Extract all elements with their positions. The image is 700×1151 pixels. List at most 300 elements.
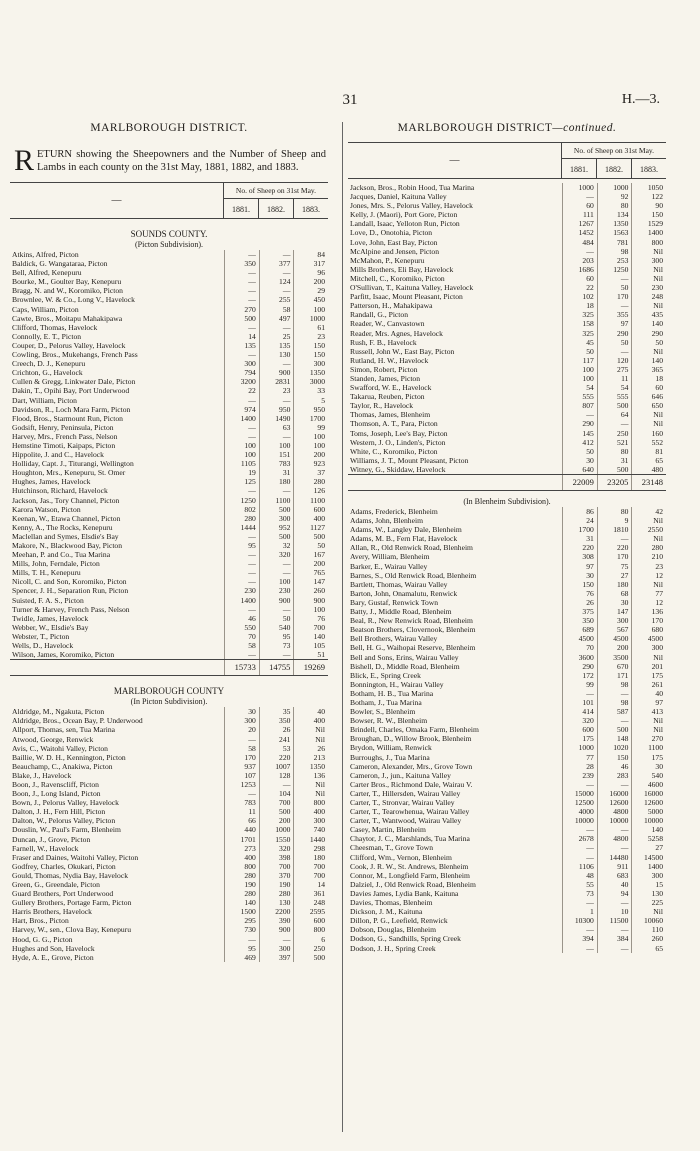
owner-name: Dickson, J. M., Kaituna — [350, 907, 423, 917]
table-row — [348, 916, 666, 925]
table-row — [348, 274, 666, 283]
table-row — [348, 562, 666, 571]
sheep-count-1883: 23 — [631, 562, 666, 571]
owner-name: Bragg, N. and W., Koromiko, Picton — [12, 286, 123, 296]
owner-name: Swafford, W. E., Havelock — [350, 383, 432, 393]
table-row — [348, 734, 666, 743]
table-row — [348, 707, 666, 716]
sheep-count-1882: 250 — [597, 429, 632, 438]
table-row — [10, 414, 328, 423]
sheep-count-1882: 12600 — [597, 798, 632, 807]
sheep-count-1883: 27 — [631, 843, 666, 852]
owner-name: Godfrey, Charles, Okukari, Picton — [12, 861, 116, 871]
sheep-count-1882: 14480 — [597, 853, 632, 862]
sheep-count-1883: 50 — [631, 338, 666, 347]
owner-name: Mitchell, C., Koromiko, Picton — [350, 273, 445, 283]
sheep-count-1882: 147 — [597, 607, 632, 616]
sheep-count-1883: 100 — [293, 432, 328, 441]
sheep-count-1882: 80 — [597, 507, 632, 516]
table-row — [10, 871, 328, 880]
sheep-count-1882: 220 — [597, 543, 632, 552]
owner-name: Love, D., Onotohia, Picton — [350, 228, 433, 238]
owner-name: McMahon, P., Kenepuru — [350, 255, 425, 265]
owner-name: Dobson, Douglas, Blenheim — [350, 925, 437, 935]
sheep-count-1883: 42 — [631, 507, 666, 516]
sheep-count-1883: 105 — [293, 641, 328, 650]
sheep-count-1881: 273 — [224, 844, 259, 853]
sheep-count-1881: — — [224, 559, 259, 568]
owner-name: Creech, D. J., Kenepuru — [12, 359, 86, 369]
owner-name: Dodson, J. H., Spring Creek — [350, 943, 436, 953]
table-row — [10, 835, 328, 844]
sheep-count-1881: 4500 — [562, 634, 597, 643]
sheep-count-1883: 100 — [293, 605, 328, 614]
owner-name: Wilson, James, Koromiko, Picton — [12, 650, 115, 660]
table-row — [348, 419, 666, 428]
table-row — [348, 671, 666, 680]
sheep-count-1883: 700 — [293, 871, 328, 880]
sheep-count-1883: Nil — [631, 534, 666, 543]
sheep-count-1882: — — [259, 432, 294, 441]
sheep-count-1881: 270 — [224, 305, 259, 314]
sheep-count-1881: 730 — [224, 925, 259, 934]
table-row — [10, 332, 328, 341]
table-row — [348, 310, 666, 319]
sheep-count-1882: 300 — [259, 514, 294, 523]
sheep-count-1882: 151 — [259, 450, 294, 459]
owner-name: Adams, W., Langley Dale, Blenheim — [350, 525, 462, 535]
page-number: 31 — [342, 92, 358, 108]
sheep-count-1881: 30 — [562, 571, 597, 580]
table-row — [10, 780, 328, 789]
sheep-count-1881: 394 — [562, 934, 597, 943]
table-row — [10, 862, 328, 871]
sounds-county-subdivision: (Picton Subdivision). — [134, 240, 203, 249]
sheep-count-1883: 1440 — [293, 835, 328, 844]
table-row — [10, 632, 328, 641]
sheep-count-1882: — — [597, 825, 632, 834]
sheep-count-1881: 10300 — [562, 916, 597, 925]
owner-name: Bell Brothers, Wairau Valley — [350, 634, 438, 644]
sheep-count-1883: 1529 — [631, 219, 666, 228]
sheep-count-1883: Nil — [631, 347, 666, 356]
sheep-count-1883: Nil — [631, 725, 666, 734]
owner-name: Farnell, W., Havelock — [12, 843, 79, 853]
owner-name: Allport, Thomas, sen, Tua Marina — [12, 725, 116, 735]
sheep-count-1883: 126 — [293, 486, 328, 495]
sheep-count-1881: — — [224, 286, 259, 295]
sheep-count-1881: 100 — [562, 365, 597, 374]
sheep-count-1882: 104 — [259, 789, 294, 798]
table-row — [10, 386, 328, 395]
blenheim-subdivision-heading: (In Blenheim Subdivision). — [463, 497, 551, 506]
table-row — [10, 762, 328, 771]
sheep-count-1882: 555 — [597, 392, 632, 401]
sheep-count-1882: 100 — [259, 577, 294, 586]
owner-name: Blick, E., Spring Creek — [350, 670, 421, 680]
sheep-count-1882: 94 — [597, 889, 632, 898]
sheep-count-1882: — — [597, 925, 632, 934]
owner-name: Green, G., Greendale, Picton — [12, 880, 100, 889]
sheep-count-1883: Nil — [293, 735, 328, 744]
owner-name: Crichton, G., Havelock — [12, 368, 83, 378]
table-row — [348, 552, 666, 561]
sheep-count-1881: 484 — [562, 238, 597, 247]
sheep-count-1883: 280 — [631, 543, 666, 552]
sheep-count-1882: 180 — [259, 477, 294, 486]
owner-name: Connor, M., Longfield Farm, Blenheim — [350, 870, 470, 880]
sheep-count-1883: 14 — [293, 880, 328, 889]
sheep-count-1883: 2550 — [631, 525, 666, 534]
sheep-count-1881: 135 — [224, 341, 259, 350]
sheep-count-1882: 4800 — [597, 834, 632, 843]
sheep-count-1881: 937 — [224, 762, 259, 771]
owner-name: Brindell, Charles, Omaka Farm, Blenheim — [350, 725, 479, 735]
sheep-count-1882: — — [259, 286, 294, 295]
sheep-count-1882: 397 — [259, 953, 294, 962]
table-row — [10, 807, 328, 816]
sheep-count-1883: 6 — [293, 935, 328, 944]
owner-name: Botham, H. B., Tua Marina — [350, 688, 434, 698]
sheep-count-1883: 23 — [293, 332, 328, 341]
owner-name: Bartlett, Thomas, Wairau Valley — [350, 579, 448, 589]
sheep-count-1883: 298 — [293, 844, 328, 853]
sheep-count-1881: 802 — [224, 505, 259, 514]
sheep-count-1883: 84 — [293, 250, 328, 259]
owner-name: Davidson, R., Loch Mara Farm, Picton — [12, 404, 131, 414]
sheep-count-1882: 2831 — [259, 377, 294, 386]
sheep-count-1882: 1563 — [597, 228, 632, 237]
sheep-count-1883: 77 — [631, 589, 666, 598]
owner-name: Thomson, A. T., Para, Picton — [350, 419, 438, 429]
sheep-count-1883: 40 — [631, 689, 666, 698]
sheep-count-1881: 1000 — [562, 743, 597, 752]
table-row — [10, 341, 328, 350]
table-row — [348, 825, 666, 834]
sheep-count-1881: 111 — [562, 210, 597, 219]
sheep-count-1882: 280 — [259, 889, 294, 898]
sheep-count-1881: 170 — [224, 753, 259, 762]
sheep-count-1883: 12600 — [631, 798, 666, 807]
table-row — [10, 889, 328, 898]
header-caption: No. of Sheep on 31st May. — [562, 143, 666, 159]
sheep-count-1882: — — [597, 780, 632, 789]
sheep-count-1883: Nil — [631, 265, 666, 274]
sheep-count-1881: 95 — [224, 944, 259, 953]
sheep-count-1881: 10000 — [562, 816, 597, 825]
sheep-count-1883: 260 — [293, 586, 328, 595]
sheep-count-1881: 640 — [562, 465, 597, 474]
owner-name: Keenan, W., Etawa Channel, Picton — [12, 513, 121, 523]
sheep-count-1881: 117 — [562, 356, 597, 365]
sheep-count-1882: 300 — [597, 616, 632, 625]
sheep-count-1883: 400 — [293, 514, 328, 523]
table-row — [348, 880, 666, 889]
owner-name: Twidle, James, Havelock — [12, 613, 89, 623]
sheep-count-1882: 124 — [259, 277, 294, 286]
sheep-count-1881: 4000 — [562, 807, 597, 816]
owner-name: Baillie, W. D. H., Kennington, Picton — [12, 752, 126, 762]
sheep-count-1882: 900 — [259, 368, 294, 377]
sheep-count-1882: 10000 — [597, 816, 632, 825]
sheep-count-1882: 25 — [259, 332, 294, 341]
table-row — [348, 283, 666, 292]
table-row — [10, 268, 328, 277]
owner-name: Aldridge, M., Ngakuta, Picton — [12, 707, 105, 717]
sheep-count-1882: 30 — [597, 598, 632, 607]
owner-name: Williams, J. T., Mount Pleasant, Picton — [350, 455, 469, 465]
sheep-count-1883: 18 — [631, 374, 666, 383]
sheep-count-1882: 58 — [259, 305, 294, 314]
table-row — [348, 889, 666, 898]
sheep-count-1882: 1020 — [597, 743, 632, 752]
table-row — [10, 377, 328, 386]
owner-name: Casey, Martin, Blenheim — [350, 825, 426, 835]
sheep-count-1883: 480 — [631, 465, 666, 474]
sheep-count-1883: 900 — [293, 596, 328, 605]
sheep-count-1881: 100 — [224, 450, 259, 459]
owner-name: Barton, John, Onamalutu, Renwick — [350, 588, 458, 598]
sheep-count-1883: 140 — [631, 319, 666, 328]
table-row — [348, 934, 666, 943]
picton-continued-list — [348, 183, 666, 474]
table-row — [10, 505, 328, 514]
table-row — [10, 925, 328, 934]
sheep-count-1883: 280 — [293, 477, 328, 486]
table-row — [348, 843, 666, 852]
year-1882: 1882. — [596, 159, 631, 178]
sheep-count-1883: 1100 — [293, 496, 328, 505]
sheep-count-1882: 200 — [597, 643, 632, 652]
sheep-count-1883: 361 — [293, 889, 328, 898]
sheep-count-1882: 31 — [259, 468, 294, 477]
owner-name: Fraser and Daines, Waitohi Valley, Picton — [12, 852, 139, 862]
sheep-count-1883: 290 — [631, 329, 666, 338]
sheep-count-1881: 86 — [562, 507, 597, 516]
owner-name: Cawte, Bros., Moitapu Mahakipawa — [12, 313, 123, 323]
sheep-count-1882: 128 — [259, 771, 294, 780]
table-row — [348, 347, 666, 356]
sheep-count-1881: — — [224, 486, 259, 495]
sheep-count-1883: 180 — [293, 853, 328, 862]
sheep-count-1883: 99 — [293, 423, 328, 432]
total-1882: 14755 — [259, 660, 294, 675]
owner-name: Simon, Robert, Picton — [350, 364, 418, 374]
owner-name: Carter, T., Stronvar, Wairau Valley — [350, 798, 455, 807]
table-row — [348, 265, 666, 274]
sheep-count-1883: 150 — [293, 350, 328, 359]
owner-name: Dalton, J. H., Fern Hill, Picton — [12, 807, 106, 817]
sheep-count-1881: 783 — [224, 798, 259, 807]
sheep-count-1883: 260 — [631, 934, 666, 943]
owner-name: Hemstine Timoti, Kaipaps, Picton — [12, 440, 116, 450]
sheep-count-1882: 170 — [597, 292, 632, 301]
right-table-header — [348, 142, 666, 179]
owner-name: Batty, J., Middle Road, Blenheim — [350, 607, 452, 617]
table-row — [348, 219, 666, 228]
owner-name: Davies, Thomas, Blenheim — [350, 898, 433, 908]
sheep-count-1882: — — [259, 780, 294, 789]
right-title-continued: —continued. — [552, 122, 617, 134]
table-row — [10, 295, 328, 304]
table-row — [348, 383, 666, 392]
table-row — [10, 450, 328, 459]
sheep-count-1881: — — [562, 780, 597, 789]
table-row — [348, 447, 666, 456]
owner-name: Dalton, W., Pelorus Valley, Picton — [12, 816, 116, 826]
sheep-count-1882: 220 — [259, 753, 294, 762]
table-row — [10, 368, 328, 377]
sheep-count-1882: 587 — [597, 707, 632, 716]
sheep-count-1882: 290 — [597, 329, 632, 338]
table-row — [10, 477, 328, 486]
sheep-count-1881: 550 — [224, 623, 259, 632]
table-row — [348, 853, 666, 862]
sheep-count-1883: 1127 — [293, 523, 328, 532]
sheep-count-1883: 261 — [631, 680, 666, 689]
sheep-count-1882: 1000 — [259, 825, 294, 834]
table-row — [348, 898, 666, 907]
sheep-count-1882: 53 — [259, 744, 294, 753]
owner-name: Aldridge, Bros., Ocean Bay, P. Underwood — [12, 716, 143, 726]
table-row — [10, 605, 328, 614]
sheep-count-1881: 1400 — [224, 414, 259, 423]
sheep-count-1882: — — [597, 716, 632, 725]
sheep-count-1882: 900 — [259, 925, 294, 934]
sheep-count-1881: 1701 — [224, 835, 259, 844]
sheep-count-1881: — — [224, 735, 259, 744]
sheep-count-1882: 50 — [597, 283, 632, 292]
owner-name: Bell and Sons, Erins, Wairau Valley — [350, 652, 459, 662]
sheep-count-1882: 540 — [259, 623, 294, 632]
sheep-count-1882: 377 — [259, 259, 294, 268]
sheep-count-1882: 68 — [597, 589, 632, 598]
table-row — [348, 598, 666, 607]
owner-name: Rutland, H. W., Havelock — [350, 355, 429, 365]
sheep-count-1882: 16000 — [597, 789, 632, 798]
sheep-count-1883: 147 — [293, 577, 328, 586]
owner-name: Love, John, East Bay, Picton — [350, 237, 438, 247]
owner-name: Cook, J. R. W., St. Andrews, Blenheim — [350, 861, 469, 871]
sheep-count-1883: 1050 — [631, 183, 666, 192]
owner-name: Atkins, Alfred, Picton — [12, 250, 79, 259]
owner-name: Chaytor, J. C., Marshlands, Tua Marina — [350, 834, 470, 844]
sheep-count-1881: 158 — [562, 319, 597, 328]
owner-name: Beatson Brothers, Clovernook, Blenheim — [350, 625, 476, 635]
sheep-count-1883: 50 — [293, 541, 328, 550]
sheep-count-1881: 50 — [562, 447, 597, 456]
sheep-count-1883: 30 — [631, 762, 666, 771]
sounds-county-total — [10, 659, 328, 676]
table-row — [348, 571, 666, 580]
sheep-count-1883: 700 — [293, 623, 328, 632]
sheep-count-1882: 148 — [597, 734, 632, 743]
sheep-count-1881: 1452 — [562, 228, 597, 237]
owner-name: Parfitt, Isaac, Mount Pleasant, Picton — [350, 292, 463, 302]
owner-name: Patterson, H., Mahakipawa — [350, 301, 433, 311]
table-row — [348, 210, 666, 219]
table-row — [10, 707, 328, 716]
owner-name: Bishell, D., Middle Road, Blenheim — [350, 661, 460, 671]
table-row — [10, 880, 328, 889]
owner-name: Burroughs, J., Tua Marina — [350, 752, 430, 762]
owner-name: Blake, J., Havelock — [12, 770, 72, 780]
total-1881: 15733 — [224, 660, 259, 675]
table-row — [348, 338, 666, 347]
sheep-count-1882: 4800 — [597, 807, 632, 816]
owner-name: Makore, N., Blackwood Bay, Picton — [12, 541, 123, 550]
table-row — [10, 514, 328, 523]
owner-name: Bonnington, H., Wairau Valley — [350, 679, 444, 689]
owner-name: Reader, W., Canvastown — [350, 319, 425, 329]
blenheim-subdivision-list — [348, 507, 666, 953]
sheep-count-1883: 600 — [293, 916, 328, 925]
sheep-count-1882: 32 — [259, 541, 294, 550]
sheep-count-1881: — — [562, 898, 597, 907]
sheep-count-1881: 22 — [562, 283, 597, 292]
drop-cap: R — [14, 144, 35, 177]
sheep-count-1883: 1350 — [293, 762, 328, 771]
sheep-count-1883: Nil — [631, 301, 666, 310]
table-row — [348, 771, 666, 780]
sheep-count-1881: 70 — [224, 632, 259, 641]
sheep-count-1883: 160 — [631, 429, 666, 438]
table-row — [10, 532, 328, 541]
sheep-count-1881: 350 — [562, 616, 597, 625]
table-row — [10, 496, 328, 505]
sheep-count-1881: 320 — [562, 716, 597, 725]
sheep-count-1883: Nil — [631, 580, 666, 589]
sheep-count-1882: 40 — [597, 880, 632, 889]
table-row — [10, 623, 328, 632]
owner-name: Bowler, S., Blenheim — [350, 707, 416, 717]
sheep-count-1883: 210 — [631, 552, 666, 561]
owner-name: Dalziel, J., Old Renwick Road, Blenheim — [350, 879, 476, 889]
table-row — [10, 735, 328, 744]
sheep-count-1881: 800 — [224, 862, 259, 871]
table-row — [348, 925, 666, 934]
sheep-count-1881: 500 — [224, 314, 259, 323]
owner-name: Botham, J., Tua Marina — [350, 697, 422, 707]
table-row — [10, 641, 328, 650]
owner-name: Jackson, Jas., Tory Channel, Picton — [12, 495, 120, 505]
sheep-count-1882: 190 — [259, 880, 294, 889]
table-row — [10, 396, 328, 405]
sheep-count-1883: 950 — [293, 405, 328, 414]
table-row — [348, 780, 666, 789]
sheep-count-1881: 555 — [562, 392, 597, 401]
sheep-count-1882: 80 — [597, 447, 632, 456]
table-row — [348, 643, 666, 652]
sheep-count-1883: 51 — [293, 650, 328, 659]
owner-name: Hood, G. G., Picton — [12, 934, 73, 944]
sheep-count-1882: — — [259, 935, 294, 944]
sheep-count-1883: 140 — [631, 356, 666, 365]
sheep-count-1881: 325 — [562, 329, 597, 338]
sheep-count-1881: — — [562, 944, 597, 953]
table-row — [348, 525, 666, 534]
owner-name: Clifford, Wm., Vernon, Blenheim — [350, 852, 452, 862]
sheep-count-1881: 300 — [224, 716, 259, 725]
sheep-count-1882: 283 — [597, 771, 632, 780]
sheep-count-1881: 280 — [224, 514, 259, 523]
column-divider — [342, 122, 343, 1132]
sheep-count-1881: — — [562, 192, 597, 201]
table-row — [10, 468, 328, 477]
sheep-count-1881: 70 — [562, 643, 597, 652]
sheep-count-1882: — — [597, 301, 632, 310]
table-row — [10, 323, 328, 332]
